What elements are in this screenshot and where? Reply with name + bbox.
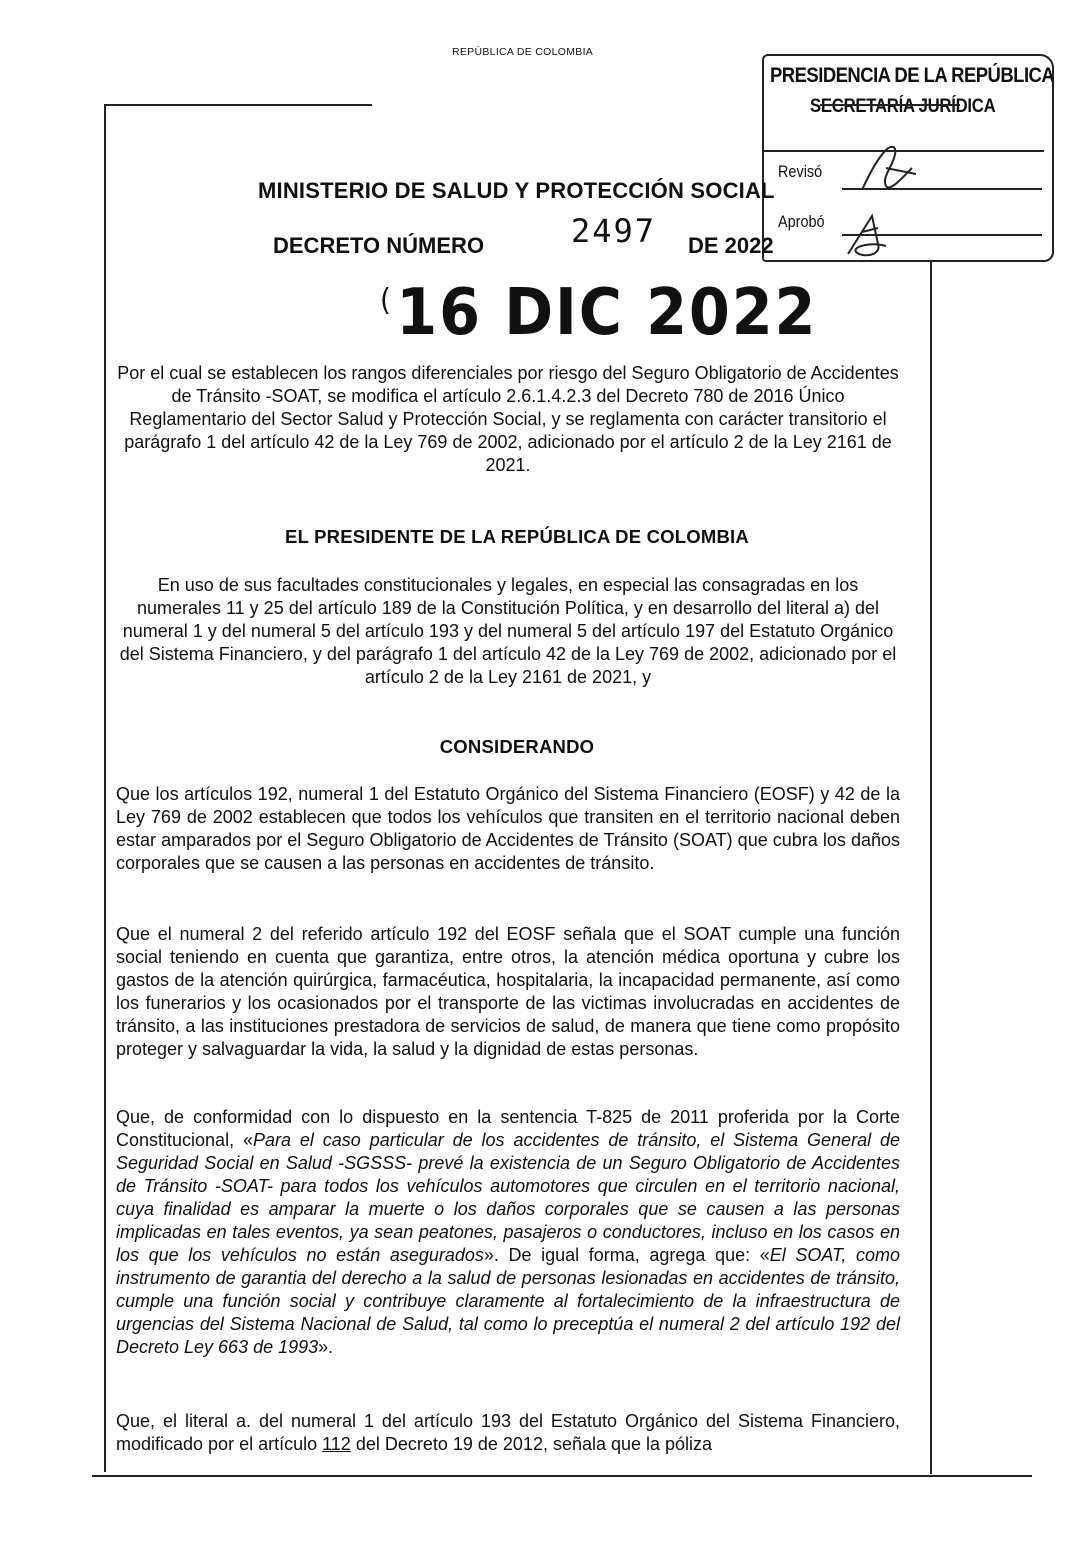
p4-article-number: 112 bbox=[322, 1434, 351, 1454]
date-stamp bbox=[380, 276, 817, 350]
p4-part-a: Que, el literal a. del numeral 1 del artículo 193 del Estatuto Orgánico del Sistema Financiero, modificado por el artículo bbox=[116, 1411, 900, 1454]
considering-paragraph-1: Que los artículos 192, numeral 1 del Estatuto Orgánico del Sistema Financiero (EOSF) y 42 de la Ley 769 de 2002 establecen que todos los vehículos que transiten en el territorio nacional deben estar amparados por el Seguro Obligatorio de Accidentes de Tránsito (SOAT) que cubra los daños corporales que se causen a las personas en accidentes de tránsito. bbox=[116, 784, 900, 873]
considering-heading: CONSIDERANDO bbox=[439, 736, 595, 757]
p4-part-b: del Decreto 19 de 2012, señala que la póliza bbox=[350, 1434, 713, 1454]
stamp-strike-line bbox=[820, 104, 960, 106]
decree-summary: Por el cual se establecen los rangos diferenciales por riesgo del Seguro Obligatorio de Accidentes de Tránsito -SOAT, se modifica el artículo 2.6.1.4.2.3 del Decreto 780 de 2016 Único Reglamentario del Sector Salud y Protección Social, y se reglamenta con carácter transitorio el parágrafo 1 del artículo 42 de la Ley 769 de 2002, adicionado por el artículo 2 de la Ley 2161 de 2021. bbox=[117, 363, 899, 475]
approved-label: Aprobó bbox=[778, 212, 825, 231]
president-heading: EL PRESIDENTE DE LA REPÚBLICA DE COLOMBIA bbox=[285, 526, 749, 547]
p3-intro: Que, de conformidad con lo dispuesto en la sentencia T-825 de 2011 proferida por la Corte Constitucional, « bbox=[116, 1107, 900, 1150]
frame-left-border bbox=[104, 104, 106, 1472]
date-stamp-text: 16 DIC 2022 bbox=[396, 276, 818, 350]
date-stamp-paren: ( bbox=[380, 283, 393, 318]
review-stamp bbox=[762, 54, 1054, 266]
decree-year-label: DE 2022 bbox=[688, 233, 774, 258]
ministry-name: MINISTERIO DE SALUD Y PROTECCIÓN SOCIAL bbox=[258, 178, 775, 203]
p3-mid: ». De igual forma, agrega que: « bbox=[483, 1245, 770, 1265]
stamp-title: PRESIDENCIA DE LA REPÚBLICA bbox=[770, 64, 1055, 87]
p3-quote-1: Para el caso particular de los accidentes de tránsito, el Sistema General de Seguridad Social en Salud -SGSSS- prevé la existencia de un Seguro Obligatorio de Accidentes de Tránsito -SOAT- para todos los vehículos automotores que circulen en el territorio nacional, cuya finalidad es amparar la muerte o los daños corporales que se causen a las personas implicadas en tales eventos, ya sean peatones, pasajeros o conductores, incluso en los casos en los que los vehículos no están asegurados bbox=[116, 1130, 900, 1265]
p3-end: ». bbox=[318, 1337, 334, 1357]
considering-paragraph-3 bbox=[116, 1106, 900, 1359]
stamp-subtitle: SECRETARÍA JURÍDICA bbox=[810, 96, 996, 117]
reviewed-label: Revisó bbox=[778, 162, 823, 181]
decree-number: 2497 bbox=[571, 212, 657, 250]
frame-right-border bbox=[930, 262, 932, 1474]
considering-paragraph-2: Que el numeral 2 del referido artículo 192 del EOSF señala que el SOAT cumple una función social teniendo en cuenta que garantiza, entre otros, la atención médica oportuna y cubre los gastos de la atención quirúrgica, farmacéutica, hospitalaria, la incapacidad permanente, así como los funerarios y los ocasionados por el transporte de las victimas involucradas en accidentes de tránsito, a las instituciones prestadora de servicios de salud, de manera que tiene como propósito proteger y salvaguardar la vida, la salud y la dignidad de estas personas. bbox=[116, 924, 900, 1059]
considering-paragraph-4 bbox=[116, 1410, 900, 1456]
powers-paragraph: En uso de sus facultades constitucionales y legales, en especial las consagradas en los numerales 11 y 25 del artículo 189 de la Constitución Política, y en desarrollo del literal a) del numeral 1 y del numeral 5 del artículo 193 y del numeral 5 del artículo 197 del Estatuto Orgánico del Sistema Financiero, y del parágrafo 1 del artículo 42 de la Ley 769 de 2002, adicionado por el artículo 2 de la Ley 2161 de 2021, y bbox=[119, 575, 897, 687]
frame-top-border bbox=[104, 104, 372, 106]
republic-label: REPÚBLICA DE COLOMBIA bbox=[452, 46, 594, 58]
frame-bottom-border bbox=[92, 1475, 1032, 1477]
reviewer-signature bbox=[852, 138, 932, 198]
decree-number-label: DECRETO NÚMERO bbox=[273, 233, 485, 258]
approver-signature bbox=[842, 202, 902, 262]
p3-quote-2: El SOAT, como instrumento de garantia del derecho a la salud de personas lesionadas en accidentes de tránsito, cumple una función social y contribuye claramente al fortalecimiento de la infraestructura de urgencias del Sistema Nacional de Salud, tal como lo preceptúa el numeral 2 del artículo 192 del Decreto Ley 663 de 1993 bbox=[116, 1245, 900, 1357]
